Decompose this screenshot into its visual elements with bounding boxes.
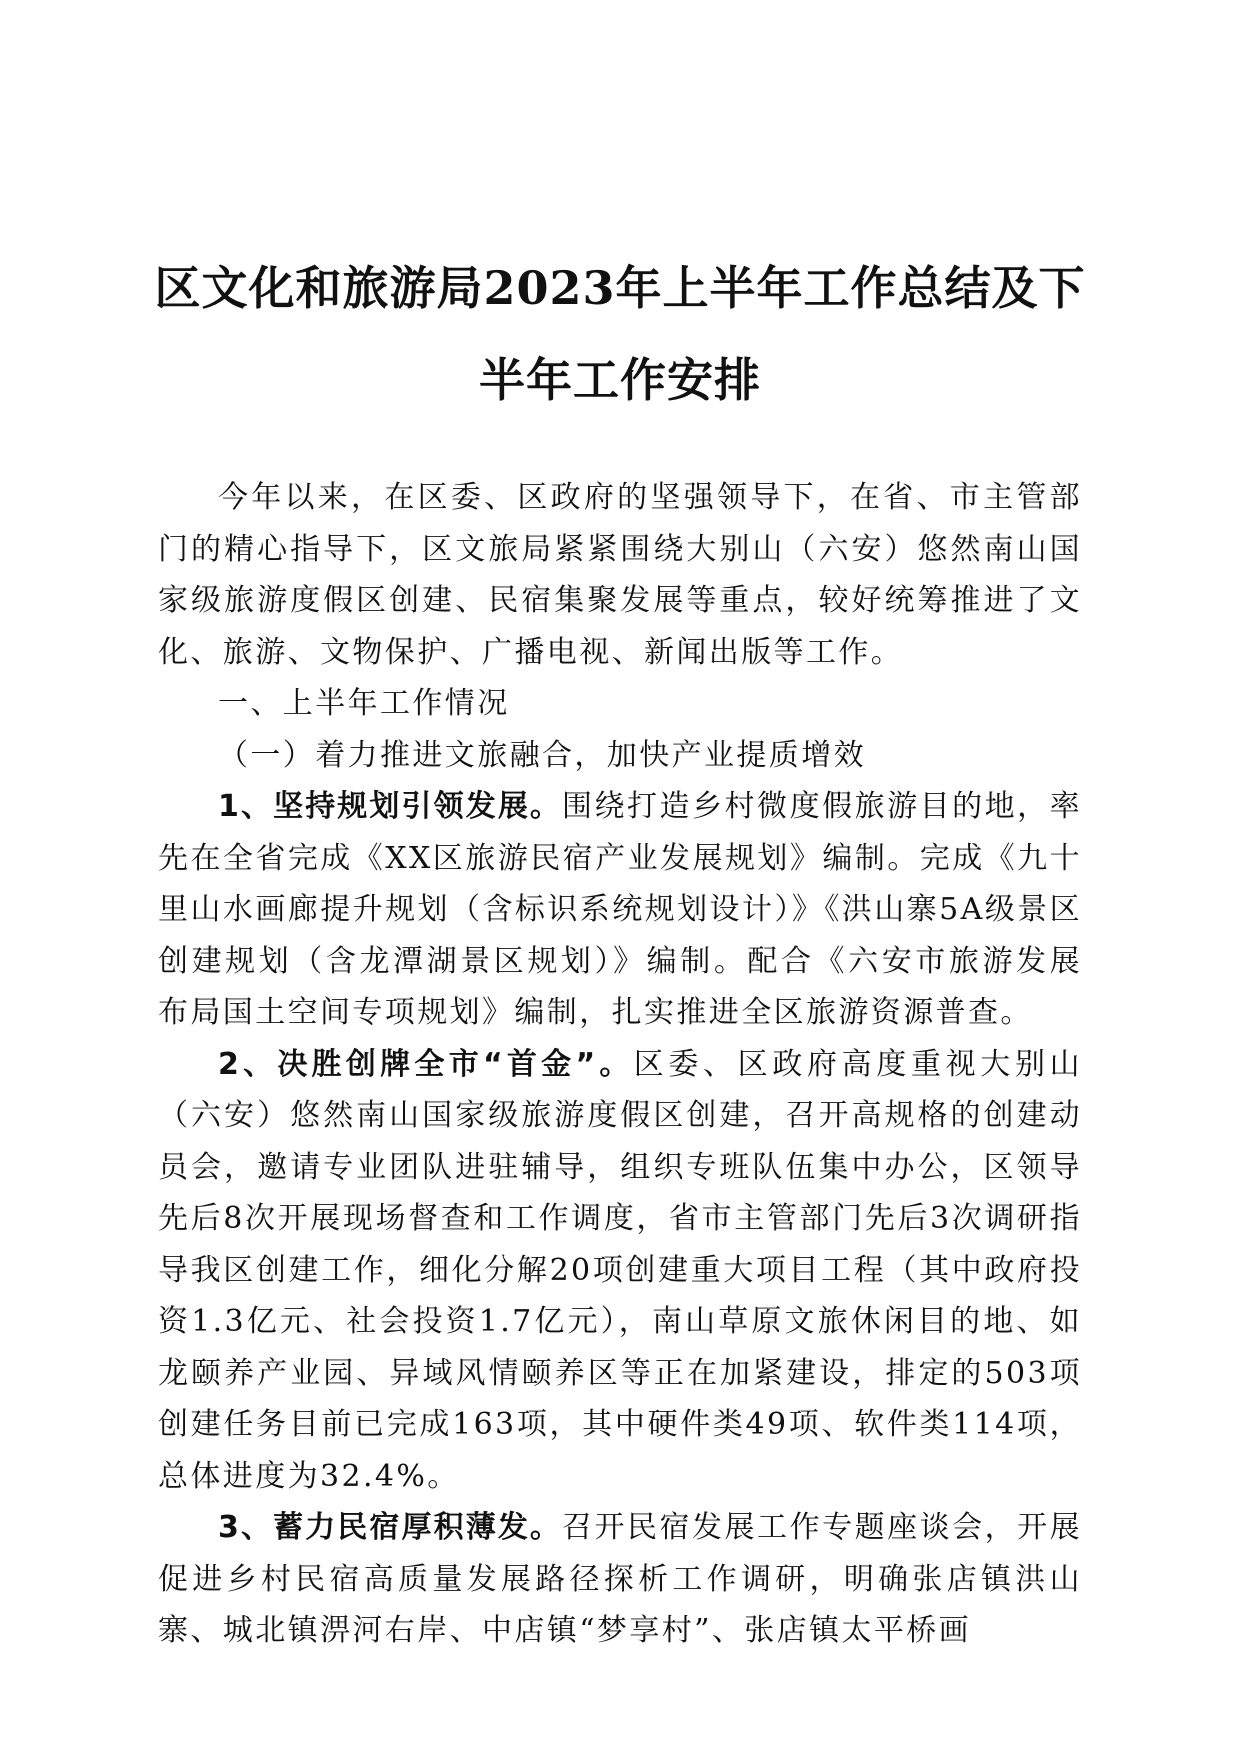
item-lead-2: 2、决胜创牌全市“首金”。 — [218, 1046, 634, 1082]
document-body — [158, 472, 1082, 1657]
item-paragraph-3 — [158, 1502, 1082, 1657]
item-lead-3: 3、蓄力民宿厚积薄发。 — [218, 1510, 563, 1545]
section-heading: 一、上半年工作情况 — [218, 686, 510, 721]
item-text-2: 区委、区政府高度重视大别山（六安）悠然南山国家级旅游度假区创建，召开高规格的创建动员会，邀请专业团队进驻辅导，组织专班队伍集中办公，区领导先后8次开展现场督查和工作调度，省市主管部门先后3次调研指导我区创建工作，细化分解20项创建重大项目工程（其中政府投资1.3亿元、社会投资1.7亿元），南山草原文旅休闲目的地、如龙颐养产业园、异域风情颐养区等正在加紧建设，排定的503项创建任务目前已完成163项，其中硬件类49项、软件类114项，总体进度为32.4%。 — [158, 1046, 1082, 1494]
item-text-3: 召开民宿发展工作专题座谈会，开展促进乡村民宿高质量发展路径探析工作调研，明确张店镇洪山寨、城北镇淠河右岸、中店镇“梦享村”、张店镇太平桥画 — [158, 1510, 1082, 1648]
document-title-line-1: 区文化和旅游局2023年上半年工作总结及下 — [154, 261, 1086, 315]
item-paragraph-2 — [158, 1039, 1082, 1503]
item-lead-1: 1、坚持规划引领发展。 — [218, 789, 563, 824]
document-title-line-2: 半年工作安排 — [479, 353, 761, 407]
subsection-heading: （一）着力推进文旅融合，加快产业提质增效 — [218, 737, 866, 773]
item-paragraph-1 — [158, 781, 1082, 1039]
item-text-1: 围绕打造乡村微度假旅游目的地，率先在全省完成《XX区旅游民宿产业发展规划》编制。完成《九十里山水画廊提升规划（含标识系统规划设计）》《洪山寨5A级景区创建规划（含龙潭湖景区规划）》编制。配合《六安市旅游发展布局国土空间专项规划》编制，扎实推进全区旅游资源普查。 — [158, 789, 1082, 1030]
intro-paragraph: 今年以来，在区委、区政府的坚强领导下，在省、市主管部门的精心指导下，区文旅局紧紧围绕大别山（六安）悠然南山国家级旅游度假区创建、民宿集聚发展等重点，较好统筹推进了文化、旅游、文物保护、广播电视、新闻出版等工作。 — [158, 480, 1082, 670]
